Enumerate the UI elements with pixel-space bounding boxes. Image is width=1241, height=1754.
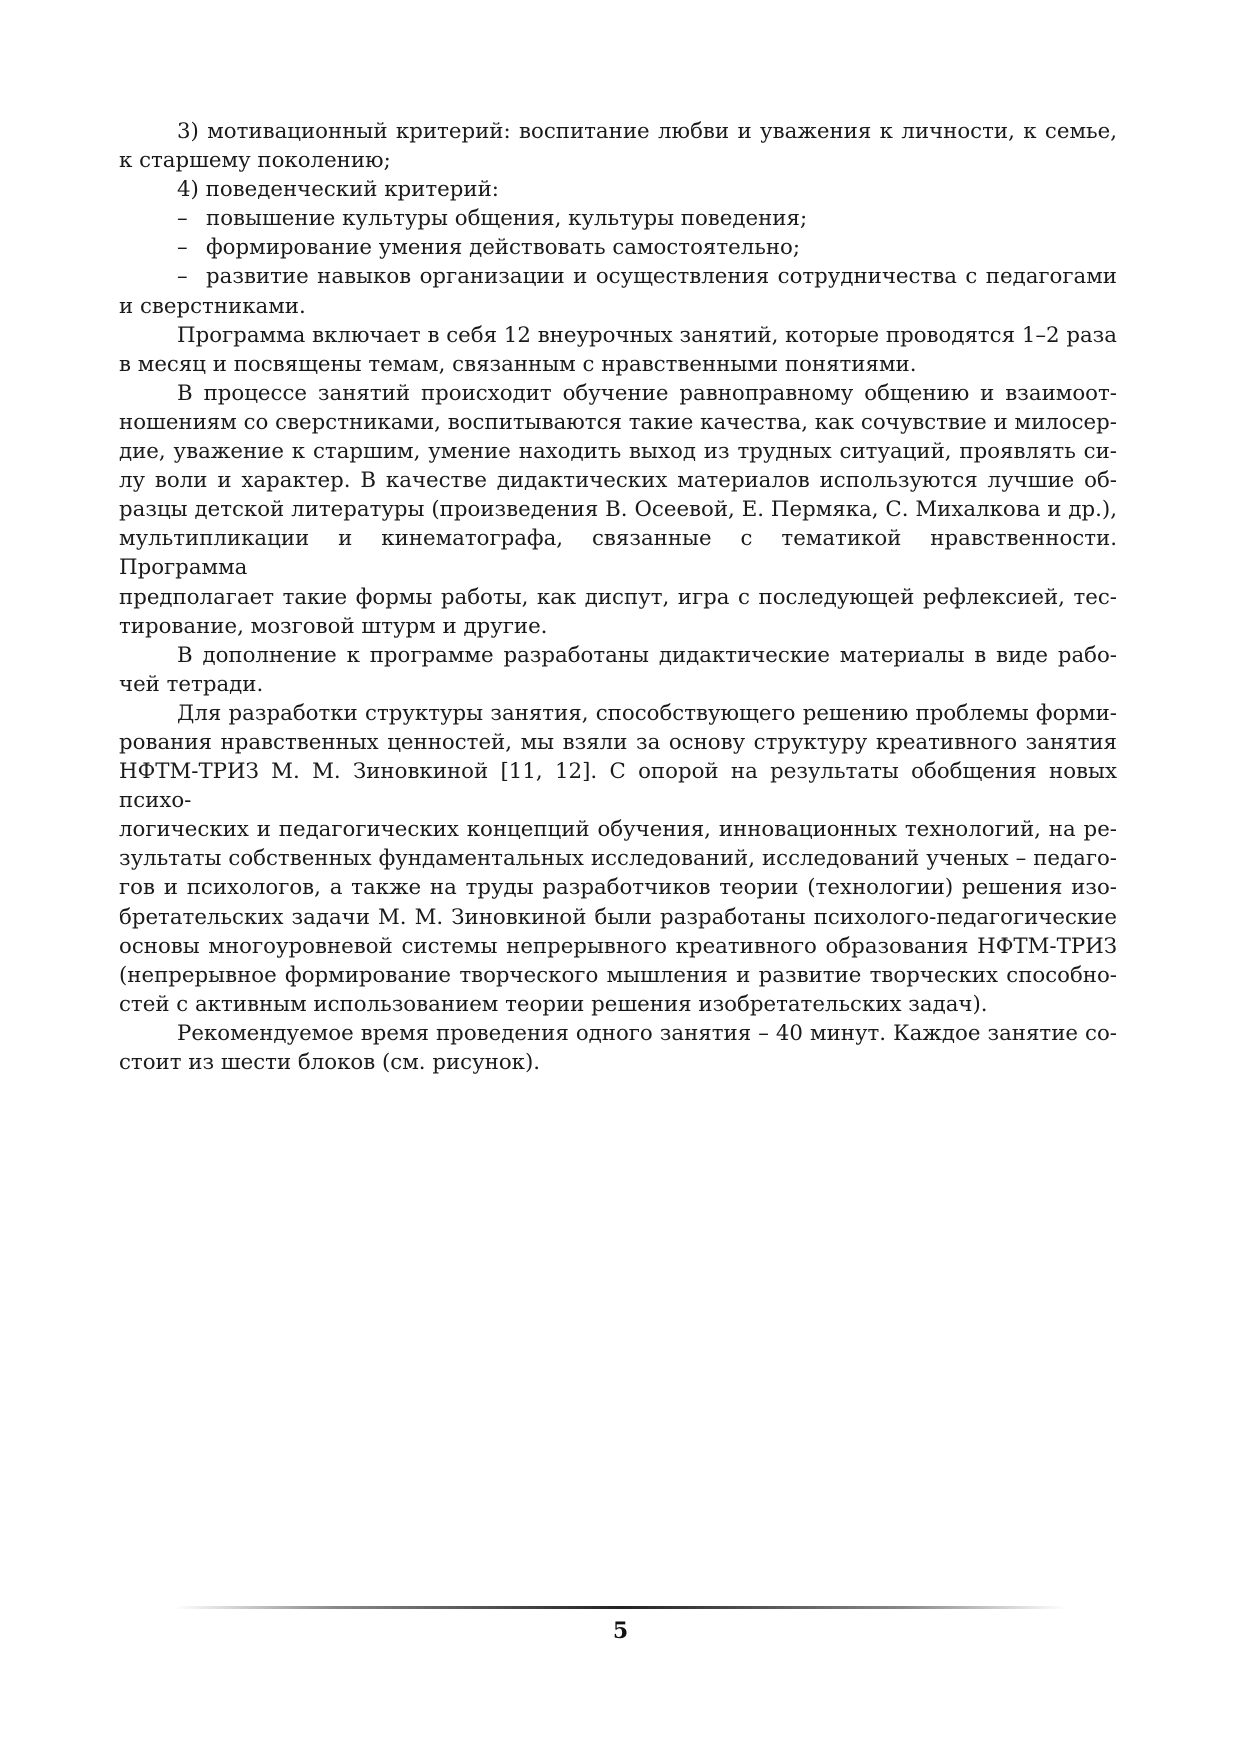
text-line: 3) мотивационный критерий: воспитание любви и уважения к личности, к семье, xyxy=(177,119,1117,144)
text-line: логических и педагогических концепций обучения, инновационных технологий, на ре- xyxy=(119,817,1117,843)
text-line xyxy=(119,204,1117,233)
text-line: Рекомендуемое время проведения одного занятия – 40 минут. Каждое занятие со- xyxy=(177,1020,1117,1046)
text-line: 4) поведенческий критерий: xyxy=(177,177,499,203)
text-line: предполагает такие формы работы, как диспут, игра с последующей рефлексией, тес- xyxy=(119,584,1117,610)
text-line: Для разработки структуры занятия, способствующего решению проблемы форми- xyxy=(177,700,1117,726)
text-line: чей тетради. xyxy=(119,671,264,697)
list-item-text: формирование умения действовать самостоятельно; xyxy=(206,235,801,261)
text-line: стоит из шести блоков (см. рисунок). xyxy=(119,1050,541,1075)
text-line: разцы детской литературы (произведения В. Осеевой, Е. Пермяка, С. Михалкова и др.), xyxy=(119,497,1117,523)
list-item-text: развитие навыков организации и осуществления сотрудничества с педагогами xyxy=(206,264,1117,290)
document-body xyxy=(119,117,1117,1077)
text-line: дие, уважение к старшим, умение находить выход из трудных ситуаций, проявлять си- xyxy=(119,439,1117,465)
text-line: к старшему поколению; xyxy=(119,148,391,174)
text-line: В процессе занятий происходит обучение равноправному общению и взаимоот- xyxy=(177,380,1117,406)
text-line: НФТМ-ТРИЗ М. М. Зиновкиной [11, 12]. С опорой на результаты обобщения новых психо- xyxy=(119,759,1117,814)
text-line: бретательских задачи М. М. Зиновкиной были разработаны психолого-педагогические xyxy=(119,904,1117,930)
footer-divider xyxy=(175,1606,1066,1609)
text-line: зультаты собственных фундаментальных исследований, исследований ученых – педаго- xyxy=(119,846,1117,872)
list-dash: – xyxy=(177,264,188,290)
text-line: лу воли и характер. В качестве дидактических материалов используются лучшие об- xyxy=(119,468,1117,494)
text-line: (непрерывное формирование творческого мышления и развитие творческих способно- xyxy=(119,962,1117,988)
text-line: Программа включает в себя 12 внеурочных занятий, которые проводятся 1–2 раза xyxy=(177,322,1117,348)
text-line xyxy=(119,262,1117,291)
text-line: рования нравственных ценностей, мы взяли за основу структуру креативного занятия xyxy=(119,729,1117,755)
text-line: стей с активным использованием теории решения изобретательских задач). xyxy=(119,991,988,1017)
text-line: В дополнение к программе разработаны дидактические материалы в виде рабо- xyxy=(177,642,1117,668)
page-number: 5 xyxy=(612,1618,629,1644)
list-dash: – xyxy=(177,206,188,232)
text-line xyxy=(119,233,1117,262)
list-dash: – xyxy=(177,235,188,261)
text-line: мультипликации и кинематографа, связанные с тематикой нравственности. Программа xyxy=(119,526,1117,581)
text-line: в месяц и посвящены темам, связанным с нравственными понятиями. xyxy=(119,351,917,377)
list-item-text: повышение культуры общения, культуры поведения; xyxy=(206,206,808,232)
text-line: и сверстниками. xyxy=(119,293,306,319)
text-line: ношениям со сверстниками, воспитываются такие качества, как сочувствие и милосер- xyxy=(119,409,1117,435)
text-line: основы многоуровневой системы непрерывного креативного образования НФТМ-ТРИЗ xyxy=(119,933,1117,959)
text-line: тирование, мозговой штурм и другие. xyxy=(119,613,548,639)
text-line: гов и психологов, а также на труды разработчиков теории (технологии) решения изо- xyxy=(119,875,1117,901)
